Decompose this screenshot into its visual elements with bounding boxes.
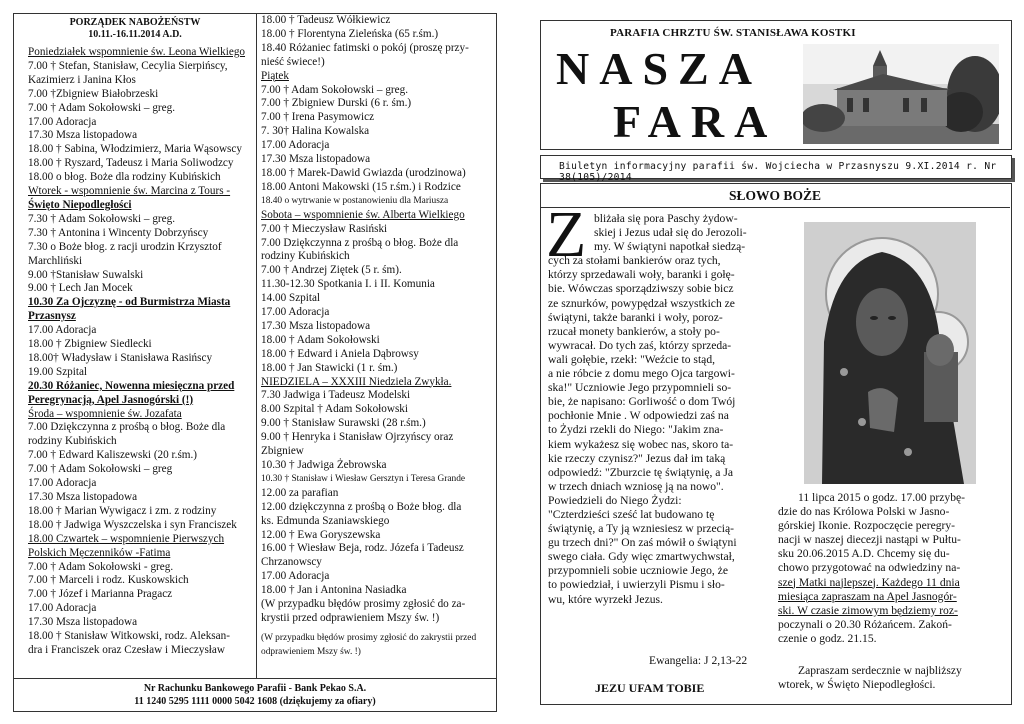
drop-cap: Z [546,198,587,271]
text-line: 7.00 † Zbigniew Durski (6 r. śm.) [261,97,412,110]
text-line: 17.30 Msza listopadowa [261,319,371,332]
schedule-column-1 [28,46,254,658]
text-line: 7.00 Dziękczynna z prośbą o błog. Boże dla [28,421,226,434]
schedule-title [30,17,240,41]
text-line: chowo przygotować na odwiedziny na- [778,561,961,575]
text-line: dzie do nas Królowa Polski w Jasno- [778,505,950,519]
text-line: 17.30 Msza listopadowa [28,491,138,503]
text-line: 18.00 † Stanisław Witkowski, rodz. Aleksan- [28,630,230,643]
text-line: 19.00 Szpital [28,365,88,378]
text-line: 18.00 † Tadeusz Wółkiewicz [261,14,391,26]
text-line: 7.00 † Józef i Marianna Pragacz [28,588,173,601]
text-line: nacji w naszej diecezji nastąpi w Pułtu- [778,533,961,547]
madonna-icon-image [804,222,976,484]
text-line: Sobota – wspomnienie św. Alberta Wielkiego [261,208,465,221]
text-line: sku 20.06.2015 A.D. Chcemy się du- [778,547,950,561]
text-line: 18.00 Czwartek – wspomnienie Pierwszych [28,532,225,545]
text-line: NIEDZIELA – XXXIII Niedziela Zwykła. [261,375,452,388]
text-line: 18.00 † Zbigniew Siedlecki [28,338,152,351]
text-line: bie, że napisano: Gorliwość o dom Twój [548,395,736,409]
text-line: dra i Franciszek oraz Czesław i Mieczysław [28,643,225,656]
text-line: 7.00 † Adam Sokołowski – greg. [28,101,175,114]
text-line: to Żydzi rzekli do Niego: "Jakim zna- [548,423,724,437]
text-line: Przasnysz [28,310,76,323]
text-line: 14.00 Szpital [261,292,321,305]
text-line: Polskich Męczenników -Fatima [28,546,171,559]
text-line: poczynali o 20.30 Różańcem. Zakoń- [778,617,952,631]
text-line: Powiedzieli do Niego Żydzi: [548,493,682,507]
footer-motto: JEZU UFAM TOBIE [595,681,705,695]
text-line: 10.30 Za Ojczyznę - od Burmistrza Miasta [28,296,231,309]
text-line: 7.00 † Adam Sokołowski - greg. [28,560,174,573]
text-line: 18.00 † Edward i Aniela Dąbrowsy [261,347,419,360]
text-line: 18.00 Antoni Makowski (15 r.śm.) i Rodzice [261,180,461,193]
text-line: rzucał monety bankierów, a stoły po- [548,324,720,338]
gospel-title: SŁOWO BOŻE [729,188,821,203]
text-line: czenie o godz. 21.15. [778,631,877,645]
text-line: 9.00 † Stanisław Surawski (28 r.śm.) [261,417,426,430]
text-line: 7.00 † Mieczysław Rasiński [261,222,388,235]
text-line: 18.00 † Ryszard, Tadeusz i Maria Soliwodzcy [28,157,234,170]
bulletin-strip [540,155,1012,183]
text-line: rodziny Kubińskich [261,250,350,263]
text-line: 7.00 † Marceli i rodz. Kuskowskich [28,574,189,587]
text-line: wali gołębie, rzekł: "Weźcie to stąd, [548,352,716,366]
text-line: świątyni, także baranki i woły, poroz- [548,310,723,324]
text-line: szej Matki najlepszej. Każdego 11 dnia [778,575,960,589]
text-line: 7.00 † Andrzej Ziętek (5 r. śm). [261,264,402,277]
text-line: 9.00 †Stanisław Suwalski [28,268,144,281]
text-line: swego ciała. Gdy więc zmartwychwstał, [548,550,735,564]
announcement-text [778,491,1000,646]
text-line: 7.30 † Antonina i Wincenty Dobrzyńscy [28,226,209,239]
text-line: 17.00 Adoracja [28,477,97,490]
text-line: 11.30-12.30 Spotkania I. i II. Komunia [261,278,435,291]
text-line: cych za stołami bankierów oraz tych, [548,254,721,268]
text-line: Peregrynacją, Apel Jasnogórski (!) [28,393,194,406]
text-line: 17.00 Adoracja [261,139,330,152]
masthead-title-2: FARA [613,96,778,147]
text-line: kiem wykażesz się wobec nas, skoro ta- [548,437,734,451]
text-line: "Czterdzieści sześć lat budowano tę [548,507,715,521]
text-line: bie. Wówczas sporządziwszy sobie bicz [548,282,734,296]
text-line: 7.30 o Boże błog. z racji urodzin Krzysztof [28,240,222,253]
bulletin-info: Biuletyn informacyjny parafii św. Wojciecha w Przasnyszu 9.XI.2014 r. Nr 38(105)/2014 [559,161,997,183]
text-line: Piątek [261,69,289,82]
text-line: 7.00 † Stefan, Stanisław, Cecylia Sierpińscy, [28,59,228,72]
bank-account: 11 1240 5295 1111 0000 5042 1608 (dziękujemy za ofiary) [134,696,376,707]
text-line: 18.00† Władysław i Stanisława Rasińscy [28,351,213,364]
text-line: odpowiedź: "Zburzcie tę świątynię, a Ja [548,465,734,479]
gospel-reference: Ewangelia: J 2,13-22 [649,654,748,667]
text-line: a nie róbcie z domu mego Ojca targowi- [548,367,735,381]
bank-name: Nr Rachunku Bankowego Parafii - Bank Pekao S.A. [143,683,367,694]
text-line: Kazimierz i Janina Kłos [28,73,136,86]
text-line: którzy sprzedawali woły, baranki i gołę- [548,268,735,282]
text-line: odprawieniem Mszy św. !) [261,646,361,657]
text-line: skiej i Jezus udał się do Jerozoli- [594,226,747,240]
text-line: ski. W czasie zimowym będziemy roz- [778,603,958,617]
text-line: 9.00 † Lech Jan Mocek [28,282,133,295]
text-line: krystii przed odprawieniem Mszy św. !) [261,611,440,624]
schedule-dates: 10.11.-16.11.2014 A.D. [88,29,182,40]
text-line: świątynię, a Ty ją wzniesiesz w przecią- [548,522,735,536]
bank-box [13,678,497,712]
text-line: 18.00 † Marian Wywigacz i zm. z rodziny [28,504,217,517]
text-line: Zbigniew [261,445,304,458]
text-line: 17.30 Msza listopadowa [261,153,371,166]
text-line: rodziny Kubińskich [28,435,117,448]
text-line: 18.00 † Jan i Antonina Nasiadka [261,584,407,597]
text-line: 7.00 †Zbigniew Białobrzeski [28,87,159,100]
text-line: kie rzeczy czynisz?" Jezus dał im taką [548,451,726,465]
text-line: bliżała się pora Paschy żydow- [594,212,738,225]
text-line: 10.30 † Stanisław i Wiesław Gersztyn i Teresa Grande [261,473,466,484]
text-line: 18.00 † Marek-Dawid Gwiazda (urodzinowa) [261,166,466,179]
gospel-text [548,212,770,607]
text-line: 12.00 † Ewa Goryszewska [261,528,381,541]
title-rule [540,207,1010,208]
text-line: w trzech dniach wzniosę ją na nowo". [548,479,724,493]
schedule-heading: PORZĄDEK NABOŻEŃSTW [69,17,201,28]
text-line: 8.00 Szpital † Adam Sokołowski [261,403,408,416]
text-line: nieść świece!) [261,55,325,68]
invitation-line-2: wtorek, w Święto Niepodległości. [778,678,936,692]
church-photo [803,44,999,144]
text-line: przypomnieli sobie uczniowie Jego, że [548,564,728,578]
text-line: 17.00 Adoracja [28,324,97,337]
text-line: Chrzanowscy [261,556,322,569]
text-line: (W przypadku błędów prosimy zgłosić do zakrystii przed [261,632,477,643]
text-line: 16.00 † Wiesław Beja, rodz. Józefa i Tadeusz [261,542,464,555]
text-line: ze sznurków, powypędzał wszystkich ze [548,296,735,310]
text-line: wu, które wyrzekł Jezus. [548,592,663,606]
text-line: Środa – wspomnienie św. Jozafata [28,407,182,420]
text-line: 10.30 † Jadwiga Żebrowska [261,459,387,471]
text-line: my. W świątyni napotkał siedzą- [594,240,746,254]
text-line: 7.00 † Irena Pasymowicz [261,111,375,124]
text-line: 18.40 o wytrwanie w postanowieniu dla Mariusza [261,195,449,206]
text-line: Poniedziałek wspomnienie św. Leona Wielkiego [28,46,246,58]
text-line: 12.00 za parafian [261,486,339,499]
text-line: 7.00 † Edward Kaliszewski (20 r.śm.) [28,449,198,462]
text-line: 17.30 Msza listopadowa [28,616,138,629]
text-line: (W przypadku błędów prosimy zgłosić do za- [261,598,466,611]
text-line: 17.00 Adoracja [28,115,97,128]
text-line: 18.00 o błog. Boże dla rodziny Kubińskich [28,171,221,184]
text-line: 18.00 † Jan Stawicki (1 r. śm.) [261,361,398,374]
text-line: 18.00 † Jadwiga Wyszczelska i syn Franciszek [28,518,237,531]
text-line: Wtorek - wspomnienie św. Marcina z Tours - [28,185,231,198]
text-line: 7.00 † Adam Sokołowski – greg. [261,83,408,96]
text-line: 17.00 Adoracja [261,570,330,583]
parish-name: PARAFIA CHRZTU ŚW. STANISŁAWA KOSTKI [610,27,856,39]
text-line: ks. Edmunda Szaniawskiego [261,514,390,527]
text-line: 17.00 Adoracja [28,602,97,615]
text-line: 7. 30† Halina Kowalska [261,125,370,138]
text-line: 9.00 † Henryka i Stanisław Ojrzyńscy oraz [261,431,454,444]
text-line: 7.30 Jadwiga i Tadeusz Modelski [261,389,411,402]
text-line: gu trzech dni?" On zaś mówił o świątyni [548,536,737,550]
text-line: 18.00 † Sabina, Włodzimierz, Maria Wąsowscy [28,143,242,156]
text-line: 7.00 † Adam Sokołowski – greg [28,463,173,476]
text-line: wywracał. Do tych zaś, którzy sprzeda- [548,338,732,352]
invitation [778,664,1000,692]
text-line: 20.30 Różaniec, Nowenna miesięczna przed [28,379,235,392]
text-line: 18.40 Różaniec fatimski o pokój (proszę przy- [261,41,469,54]
invitation-line-1: Zapraszam serdecznie w najbliższy [798,664,962,677]
text-line: 7.30 † Adam Sokołowski – greg. [28,212,175,225]
text-line: 18.00 † Florentyna Zieleńska (65 r.śm.) [261,27,439,40]
text-line: to powiedział, i uwierzyli Pismu i sło- [548,578,725,592]
text-line: 17.00 Adoracja [261,306,330,319]
text-line: ska!" Uczniowie Jego przypomnieli so- [548,381,732,395]
text-line: górskiej Ikonie. Rozpoczęcie peregry- [778,519,956,533]
schedule-column-2 [261,14,493,660]
text-line: pochłonie Mnie . W odpowiedzi zaś na [548,409,729,423]
column-divider [256,13,257,683]
text-line: 12.00 dziękczynna z prośbą o Boże błog. dla [261,500,462,513]
text-line: 18.00 † Adam Sokołowski [261,333,380,346]
text-line: 11 lipca 2015 o godz. 17.00 przybę- [798,491,965,504]
masthead-title-1: NASZA [556,43,762,94]
text-line: 7.00 Dziękczynna z prośbą o błog. Boże dla [261,236,459,249]
text-line: Marchliński [28,254,83,267]
text-line: Święto Niepodległości [28,198,132,211]
text-line: 17.30 Msza listopadowa [28,129,138,142]
text-line: miesiąca zapraszam na Apel Jasnogór- [778,589,957,603]
